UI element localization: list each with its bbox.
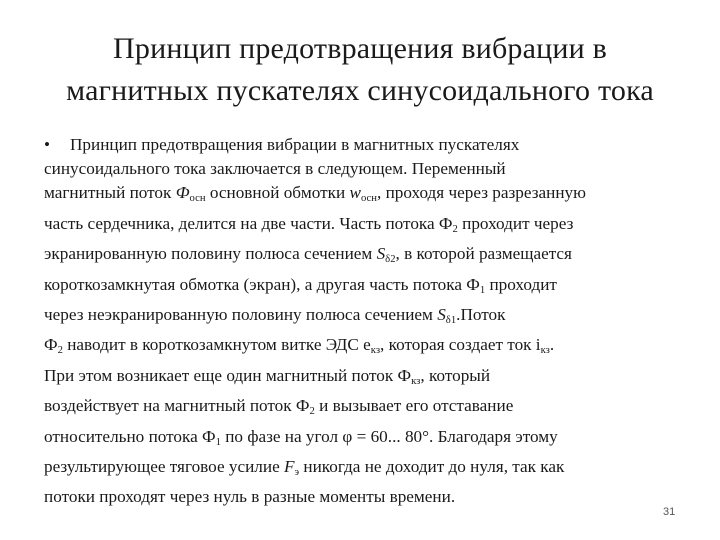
slide-title-line-2: магнитных пускателях синусоидального тока: [66, 74, 654, 107]
body-line-8: $Ф_2$ наводит в короткозамкнутом витке ЭДС $е_{кз}$, которая создает ток $i_{кз}$.: [44, 335, 555, 357]
body-line-1: • Принцип предотвращения вибрации в магнитных пускателях: [44, 133, 684, 157]
body-line-5: экранированную половину полюса сечением $S_{\delta 2}$, в которой размещается: [44, 244, 572, 266]
page-number: 31: [663, 506, 676, 518]
body-line-3: магнитный поток $Ф_{осн}$ основной обмотки $w_{осн}$, проходя через разрезанную: [44, 183, 586, 205]
body-line-7: через неэкранированную половину полюса сечением $S_{\delta 1}.Поток$: [44, 304, 506, 327]
body-line-10: воздействует на магнитный поток $Ф_2$ и вызывает его отставание: [44, 396, 514, 418]
slide-title-line-1: Принцип предотвращения вибрации в: [113, 32, 607, 65]
body-line-13: потоки проходят через нуль в разные моменты времени.: [44, 487, 456, 507]
slide-body-text: [44, 133, 684, 510]
body-line-4: часть сердечника, делится на две части. Часть потока $Ф_2$ проходит через: [44, 213, 574, 235]
body-line-12: результирующее тяговое усилие $F_э$ никогда не доходит до нуля, так как: [44, 456, 565, 479]
slide-title: [30, 28, 690, 112]
body-line-6: короткозамкнутая обмотка (экран), а другая часть потока $Ф_1$ проходит: [44, 274, 557, 296]
body-line-2: синусоидального тока заключается в следующем. Переменный: [44, 159, 506, 179]
body-line-11: относительно потока $Ф_1$ по фазе на угол φ = 60... 80°. Благодаря этому: [44, 426, 558, 448]
body-line-9: При этом возникает еще один магнитный поток $Ф_{кз}$, который: [44, 365, 491, 387]
bullet-marker: •: [44, 135, 51, 154]
